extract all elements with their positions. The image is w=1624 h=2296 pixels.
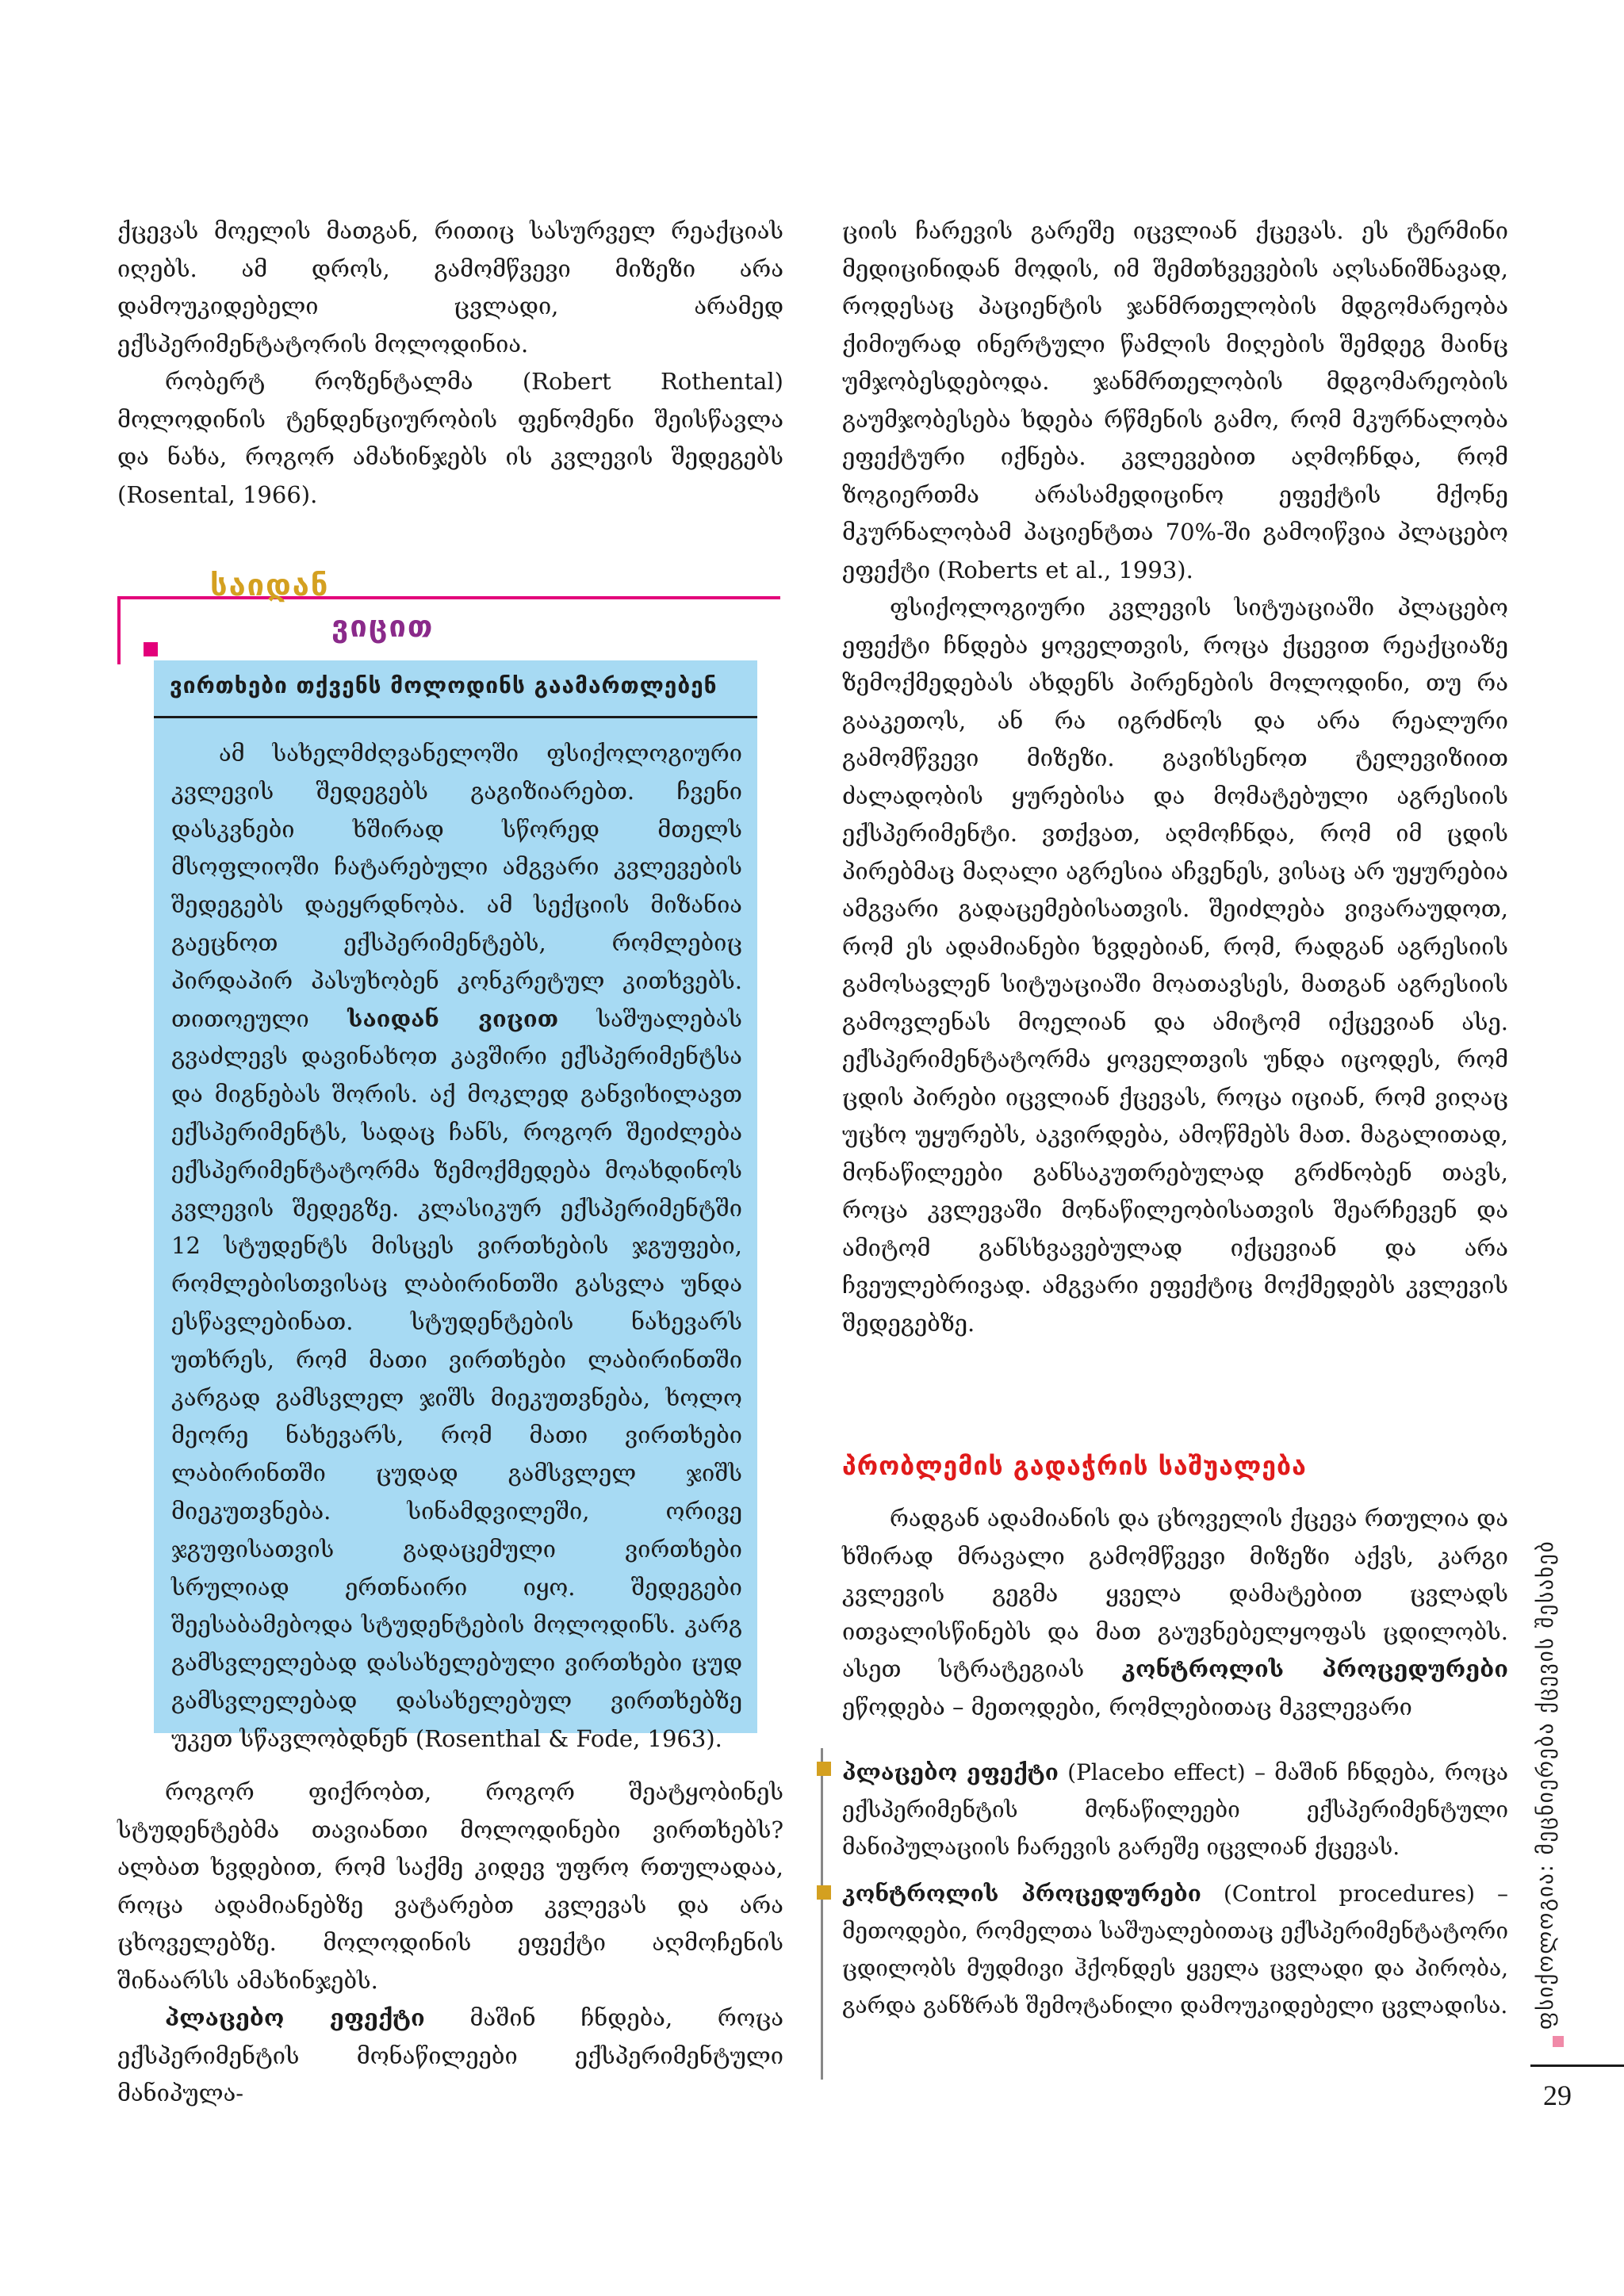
glossary-term: კონტროლის პროცედურები [842,1881,1201,1907]
paragraph: რობერტ როზენტალმა (Robert Rothental) მოლოდინის ტენდენციურობის ფენომენი შეისწავლა და ნახა, როგორ ამახინჯებს ის კვლევის შედეგებს (Rosental, 1966). [117,368,783,508]
right-column [842,212,1508,1342]
note-marker [817,1885,831,1900]
bold-term: კონტროლის პროცედურები [1121,1655,1508,1682]
box-marker [144,642,158,656]
bold-term: პლაცებო ეფექტი [165,2004,425,2031]
box-text: საშუალებას გვაძლევს დავინახოთ კავშირი ექსპერიმენტსა და მიგნებას შორის. აქ მოკლედ განვიხილავთ ექსპერიმენტს, სადაც ჩანს, როგორ შეიძლება ექსპერიმენტატორმა ზემოქმედება მოახდინოს კვლევის შედეგზე. კლასიკურ ექსპერიმენტში 12 სტუდენტს მისცეს ვირთხების ჯგუფები, რომლებისთვისაც ლაბირინთში გასვლა უნდა ესწავლებინათ. სტუდენტების ნახევარს უთხრეს, რომ მათი ვირთხები ლაბირინთში კარგად გამსვლელ ჯიშს მიეკუთვნება, ხოლო მეორე ნახევარს, რომ მათი ვირთხები ლაბირინთში ცუდად გამსვლელ ჯიშს მიეკუთვნება. სინამდვილეში, ორივე ჯგუფისათვის გადაცემული ვირთხები სრულიად ერთნაირი იყო. შედეგები შეესაბამებოდა სტუდენტების მოლოდინს. კარგ გამსვლელებად დასახელებული ვირთხები ცუდ გამსვლელებად დასახელებულ ვირთხებზე უკეთ სწავლობდნენ (Rosenthal & Fode, 1963). [171,1004,743,1752]
box-heading: ვირთხები თქვენს მოლოდინს გაამართლებენ [170,672,718,698]
paragraph [117,1999,783,2113]
box-body [171,735,742,1758]
paragraph: როგორ ფიქრობთ, როგორ შეატყობინეს სტუდენტებმა თავიანთი მოლოდინები ვირთხებს? ალბათ ხვდებით, რომ საქმე კიდევ უფრო რთულადაა, როცა ადამიანებზე ვატარებთ კვლევას და არა ცხოველებზე. მოლოდინის ეფექტი აღმოჩენის შინაარსს ამახინჯებს. [117,1778,783,1994]
glossary-term: პლაცებო ეფექტი [842,1759,1059,1785]
section-heading: პრობლემის გადაჭრის საშუალება [842,1451,1307,1481]
paragraph: ფსიქოლოგიური კვლევის სიტუაციაში პლაცებო ეფექტი ჩნდება ყოველთვის, როცა ქცევით რეაქციაზე ზემოქმედებას ახდენს პირენების მოლოდინი, თუ რა გააკეთოს, ან რა იგრძნოს და არა რეალური გამომწვევი მიზეზი. გავიხსენოთ ტელევიზიით ძალადობის ყურებისა და მომატებული აგრესიის ექსპერიმენტი. ვთქვათ, აღმოჩნდა, რომ იმ ცდის პირებმაც მაღალი აგრესია აჩვენეს, ვისაც არ უყურებია ამგვარი გადაცემებისათვის. შეიძლება ვივარაუდოთ, რომ ეს ადამიანები ხვდებიან, რომ, რადგან აგრესიის გამოსავლენ სიტუაციაში მოათავსეს, მათგან აგრესიის გამოვლენას მოელიან და ამიტომ იქცევიან ასე. ექსპერიმენტატორმა ყოველთვის უნდა იცოდეს, რომ ცდის პირები იცვლიან ქცევას, როცა იციან, რომ ვიღაც უცხო უყურებს, აკვირდება, ამოწმებს მათ. მაგალითად, მონაწილეები განსაკუთრებულად გრძნობენ თავს, როცა კვლევაში მონაწილეობისათვის შეარჩევენ და ამიტომ განსხვავებულად იქცევიან და არა ჩვეულებრივად. ამგვარი ეფექტიც მოქმედებს კვლევის შედეგებზე. [842,594,1508,1337]
box-heading-rule [154,716,757,718]
notes-rule [821,1748,823,2080]
paragraph: ციის ჩარევის გარეშე იცვლიან ქცევას. ეს ტერმინი მედიცინიდან მოდის, იმ შემთხვევების აღსანიშნავად, როდესაც პაციენტის ჯანმრთელობის მდგომარეობა ქიმიურად ინერტული წამლის მიღების შემდეგ მაინც უმჯობესდებოდა. ჯანმრთელობის მდგომარეობის გაუმჯობესება ხდება რწმენის გამო, რომ მკურნალობა ეფექტური იქნება. კვლევებით აღმოჩნდა, რომ ზოგიერთმა არასამედიცინო ეფექტის მქონე მკურნალობამ პაციენტთა 70%-ში გამოიწვია პლაცებო ეფექტი (Roberts et al., 1993). [842,217,1508,584]
paragraph-text: რადგან ადამიანის და ცხოველის ქცევა რთულია და ხშირად მრავალი გამომწვევი მიზეზი აქვს, კარგი კვლევის გეგმა ყველა დამატებით ცვლადს ითვალისწინებს და მათ გაუვნებელყოფას ცდილობს. ასეთ სტრატეგიას [842,1505,1508,1682]
paragraph [842,1500,1508,1726]
paragraph: ქცევას მოელის მათგან, რითიც სასურველ რეაქციას იღებს. ამ დროს, გამომწვევი მიზეზი არა დამოუკიდებელი ცვლადი, არამედ ექსპერიმენტატორის მოლოდინია. [117,217,783,358]
box-bold-term: საიდან ვიცით [347,1004,559,1032]
page-marker [1553,2036,1564,2047]
box-text: ამ სახელმძღვანელოში ფსიქოლოგიური კვლევის შედეგებს გაგიზიარებთ. ჩვენი დასკვნები ხშირად სწორედ მთელს მსოფლიოში ჩატარებული ამგვარი კვლევების შედეგებს დაეყრდნობა. ამ სექციის მიზანია გაეცნოთ ექსპერიმენტებს, რომლებიც პირდაპირ პასუხობენ კონკრეტულ კითხვებს. თითოეული [171,740,742,1032]
glossary-definition: (Placebo effect) – მაშინ ჩნდება, როცა ექსპერიმენტის მონაწილეები ექსპერიმენტული მანიპულაციის ჩარევის გარეშე იცვლიან ქცევას. [842,1759,1508,1860]
box-side-rule [117,596,121,664]
note-marker [817,1762,831,1776]
box-paragraph [171,735,742,1758]
glossary-definition: (Control procedures) – მეთოდები, რომელთა საშუალებითაც ექსპერიმენტატორი ცდილობს მუდმივი ჰქონდეს ყველა ცვლადი და პირობა, გარდა განზრახ შემოტანილი დამოუკიდებელი ცვლადისა. [842,1881,1508,2019]
paragraph-text: ეწოდება – მეთოდები, რომლებითაც მკვლევარი [842,1693,1412,1720]
box-title-line2: ვიცით [331,609,435,644]
glossary-entry [842,1875,1508,2024]
left-column-bottom [117,1774,783,2113]
glossary-notes [842,1754,1508,2034]
page-number: 29 [1543,2080,1572,2111]
right-column-bottom [842,1500,1508,1726]
left-column-top [117,212,783,514]
box-title-line1: საიდან [210,568,330,603]
running-title: ფსიქოლოგია: მეცნიერება ქცევის შესახებ [1534,1540,1558,2030]
glossary-entry [842,1754,1508,1866]
paragraph-text: მაშინ ჩნდება, როცა ექსპერიმენტის მონაწილეები ექსპერიმენტული მანიპულა- [117,2004,783,2107]
page-number-rule [1530,2064,1624,2067]
how-do-we-know-box [154,660,757,1752]
